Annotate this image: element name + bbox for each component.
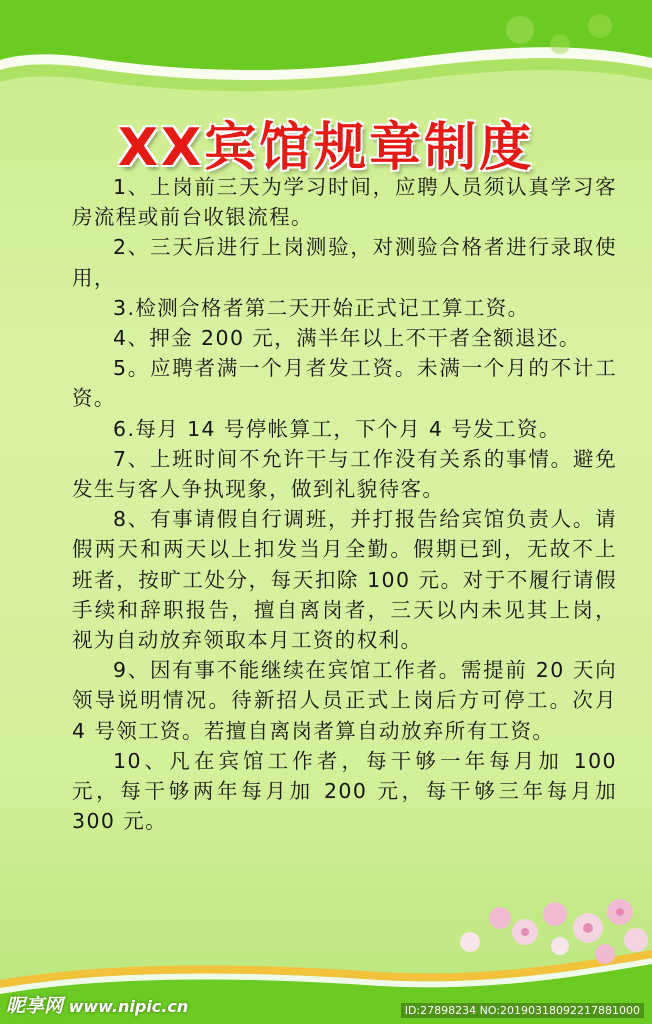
rule-item: 10、凡在宾馆工作者，每干够一年每月加 100 元，每干够两年每月加 200 元，每干够三年每月加 300 元。 bbox=[72, 748, 617, 834]
rule-item: 1、上岗前三天为学习时间，应聘人员须认真学习客房流程或前台收银流程。 bbox=[72, 175, 617, 230]
watermark-brand: 昵享网 bbox=[6, 995, 64, 1017]
rule-item: 3.检测合格者第二天开始正式记工算工资。 bbox=[113, 295, 530, 320]
watermark-site: www.nipic.cn bbox=[68, 997, 189, 1016]
rule-item: 5。应聘者满一个月者发工资。未满一个月的不计工资。 bbox=[72, 356, 617, 411]
rule-item: 4、押金 200 元，满半年以上不干者全额退还。 bbox=[113, 326, 581, 351]
rules-list bbox=[72, 172, 617, 836]
rule-item: 6.每月 14 号停帐算工，下个月 4 号发工资。 bbox=[113, 416, 561, 441]
rule-item: 7、上班时间不允许干与工作没有关系的事情。避免发生与客人争执现象，做到礼貌待客。 bbox=[72, 446, 617, 502]
rule-item: 9、因有事不能继续在宾馆工作者。需提前 20 天向领导说明情况。待新招人员正式上岗后方可停工。次月 4 号领工资。若擅自离岗者算自动放弃所有工资。 bbox=[72, 658, 617, 743]
page-title: XX宾馆规章制度 bbox=[117, 117, 535, 178]
watermark bbox=[6, 991, 188, 1018]
rule-item: 2、三天后进行上岗测验，对测验合格者进行录取使用， bbox=[72, 235, 617, 290]
rule-item: 8、有事请假自行调班，并打报告给宾馆负责人。请假两天和两天以上扣发当月全勤。假期已到，无故不上班者，按旷工处分，每天扣除 100 元。对于不履行请假手续和辞职报告，擅自离岗者，三天以内未见其上岗，视为自动放弃领取本月工资的权利。 bbox=[72, 507, 617, 653]
image-id-label: ID:27898234 NO:20190318092217881000 bbox=[401, 1003, 644, 1018]
